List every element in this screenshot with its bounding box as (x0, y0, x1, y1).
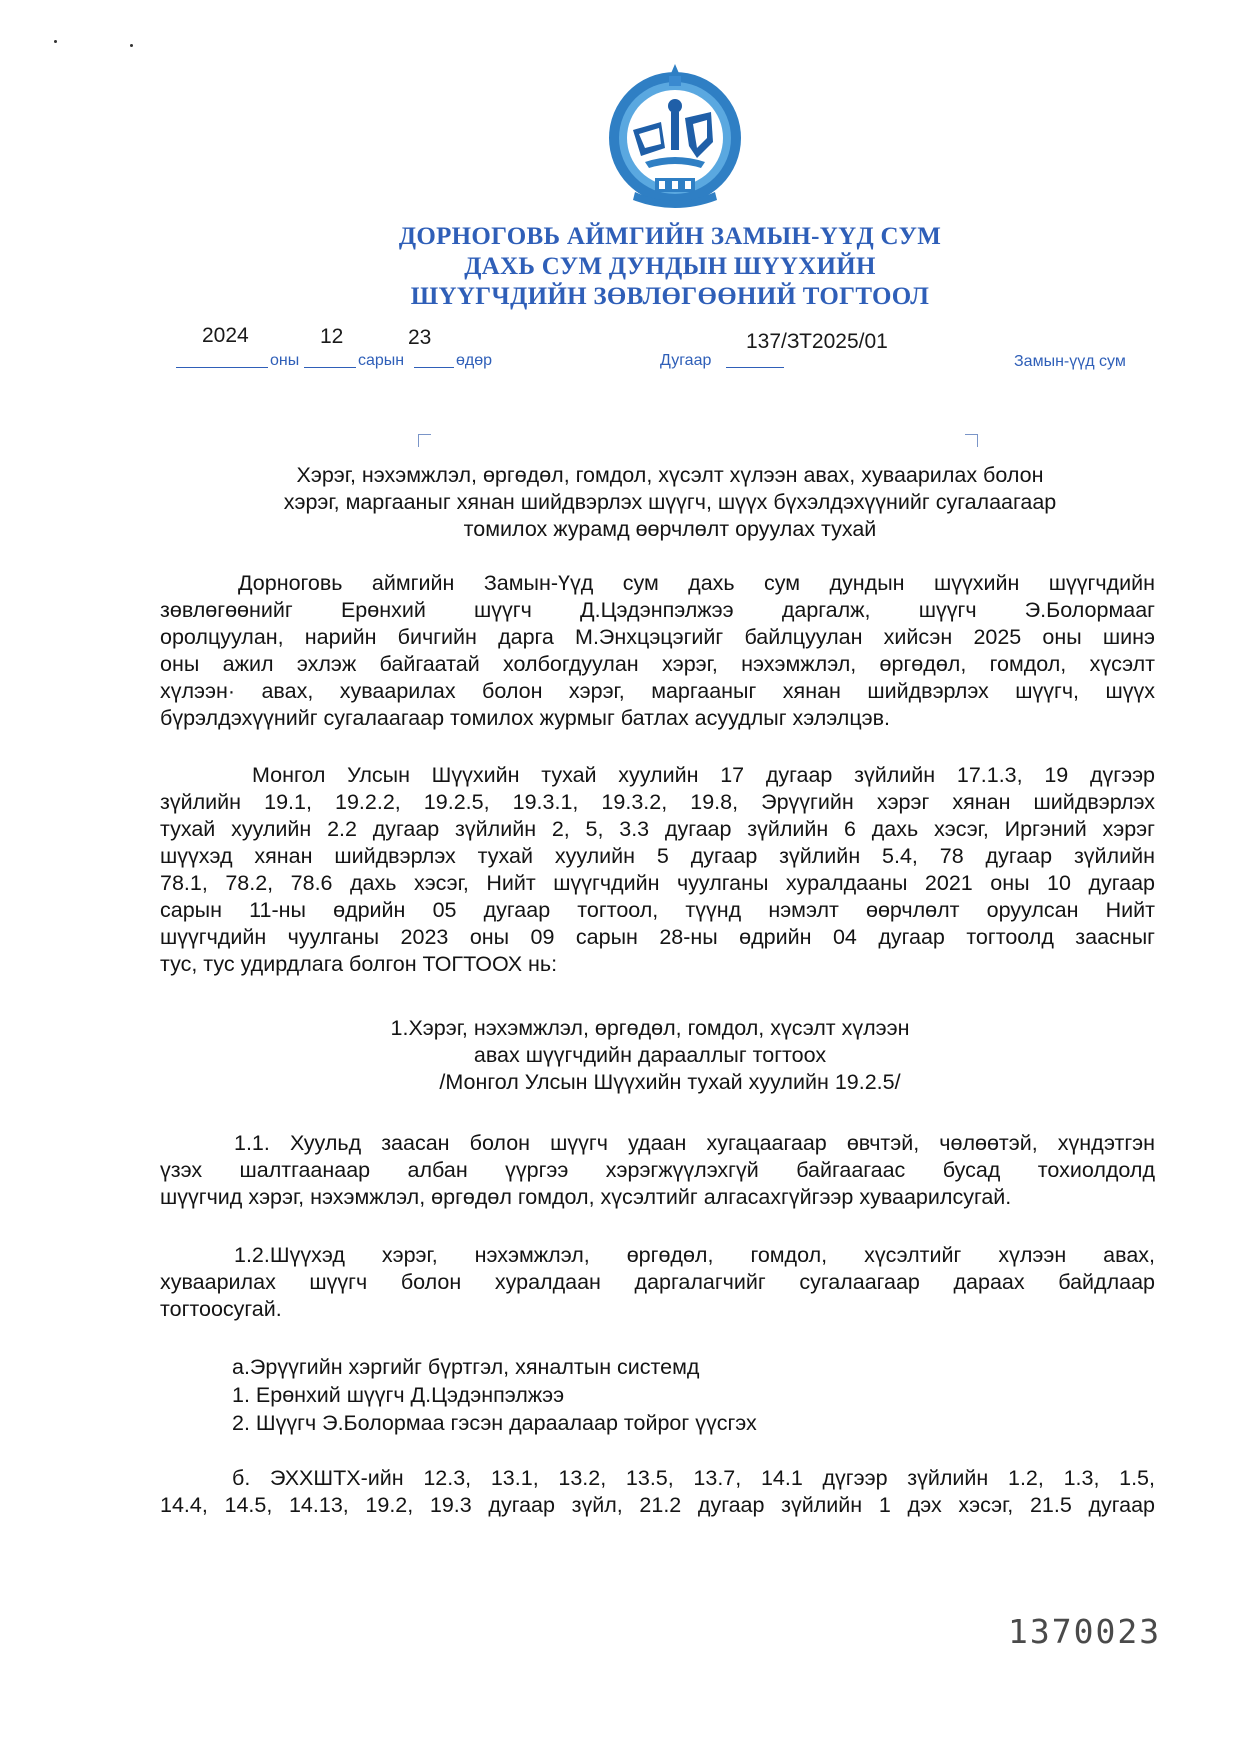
header-line-1: ДОРНОГОВЬ АЙМГИЙН ЗАМЫН-ҮҮД СУМ (398, 223, 942, 250)
date-year-line (176, 367, 268, 368)
section-line-3: /Монгол Улсын Шүүхийн тухай хуулийн 19.2.5/ (439, 1070, 901, 1094)
paragraph-line: хүлээн· авах, хуваарилах болон хэрэг, маргааныг хянан шийдвэрлэх шүүгч, шүүх (160, 679, 1155, 703)
resolution-title (170, 462, 1170, 543)
paragraph-intro (160, 570, 1155, 732)
date-month-line (304, 367, 356, 368)
date-year-label: оны (270, 352, 300, 369)
paragraph-line: шүүгчид хэрэг, нэхэмжлэл, өргөдөл гомдол, хүсэлтийг алгасахгүйгээр хуваарилсугай. (160, 1185, 1012, 1209)
scan-speck (130, 44, 133, 47)
number-line (726, 367, 784, 368)
paragraph-legal-basis (160, 762, 1155, 978)
paragraph-line: 1.1. Хуульд заасан болон шүүгч удаан хугацаагаар өвчтэй, чөлөөтэй, хүндэтгэн (234, 1131, 1155, 1155)
list-criminal-cases (232, 1353, 757, 1437)
title-line-2: хэрэг, маргааныг хянан шийдвэрлэх шүүгч, шүүх бүхэлдэхүүнийг сугалаагаар (283, 490, 1057, 514)
number-label: Дугаар (660, 352, 712, 369)
paragraph-line: зүйлийн 19.1, 19.2.2, 19.2.5, 19.3.1, 19.3.2, 19.8, Эрүүгийн хэрэг хянан шийдвэрлэх (160, 790, 1155, 814)
paragraph-1-1 (160, 1130, 1155, 1211)
paragraph-line: Дорноговь аймгийн Замын-Үүд сум дахь сум дундын шүүхийн шүүгчдийн (238, 571, 1155, 595)
paragraph-line: бүрэлдэхүүнийг сугалаагаар томилох журмыг батлах асуудлыг хэлэлцэв. (160, 706, 891, 730)
scan-speck (54, 40, 57, 43)
date-day: 23 (408, 326, 432, 349)
paragraph-line: 78.1, 78.2, 78.6 дахь хэсэг, Нийт шүүгчдийн чуулганы хуралдааны 2021 оны 10 дугаар (160, 871, 1155, 895)
list-item: а.Эрүүгийн хэргийг бүртгэл, хяналтын системд (232, 1355, 700, 1379)
place-label: Замын-үүд сум (1014, 353, 1126, 370)
paragraph-line: үзэх шалтгаанаар албан үүргээ хэрэгжүүлэхгүй байгаагаас бусад тохиолдолд (160, 1158, 1155, 1182)
date-month: 12 (320, 325, 344, 348)
paragraph-line: тухай хуулийн 2.2 дугаар зүйлийн 2, 5, 3.3 дугаар зүйлийн 6 дахь хэсэг, Иргэний хэрэг (160, 817, 1155, 841)
paragraph-line: 14.4, 14.5, 14.13, 19.2, 19.3 дугаар зүйл, 21.2 дугаар зүйлийн 1 дэх хэсэг, 21.5 дугаар (160, 1493, 1155, 1517)
date-day-label: өдөр (456, 352, 493, 369)
paragraph-line: хуваарилах шүүгч болон хуралдаан даргалагчийг сугалаагаар дараах байдлаар (160, 1270, 1155, 1294)
paragraph-line: оролцуулан, нарийн бичгийн дарга М.Энхцэцэгийг байлцуулан хийсэн 2025 оны шинэ (160, 625, 1155, 649)
paragraph-line: зөвлөгөөнийг Ерөнхий шүүгч Д.Цэдэнпэлжээ даргалж, шүүгч Э.Болормааг (160, 598, 1155, 622)
paragraph-line: тогтоосугай. (160, 1297, 282, 1321)
list-item: 2. Шүүгч Э.Болормаа гэсэн дараалаар тойрог үүсгэх (232, 1411, 757, 1435)
date-month-label: сарын (358, 352, 405, 369)
section-1-heading (200, 1015, 1100, 1096)
paragraph-line: тус, тус удирдлага болгон ТОГТООХ нь: (160, 952, 558, 976)
resolution-number: 137/ЗТ2025/01 (746, 330, 888, 353)
date-day-line (414, 367, 454, 368)
paragraph-b (160, 1465, 1155, 1519)
stamp-number: 1370023 (1008, 1612, 1162, 1651)
section-line-1: 1.Хэрэг, нэхэмжлэл, өргөдөл, гомдол, хүсэлт хүлээн (390, 1016, 910, 1040)
state-emblem-icon (605, 60, 745, 208)
title-bracket-right (965, 434, 978, 447)
title-bracket-left (418, 434, 431, 447)
title-line-3: томилох журамд өөрчлөлт оруулах тухай (463, 517, 877, 541)
header-line-3: ШҮҮГЧДИЙН ЗӨВЛӨГӨӨНИЙ ТОГТООЛ (410, 283, 930, 310)
paragraph-1-2 (160, 1242, 1155, 1323)
header-line-2: ДАХЬ СУМ ДУНДЫН ШҮҮХИЙН (464, 253, 876, 280)
paragraph-line: шүүгчдийн чуулганы 2023 оны 09 сарын 28-ны өдрийн 04 дугаар тогтоолд заасныг (160, 925, 1155, 949)
list-item: 1. Ерөнхий шүүгч Д.Цэдэнпэлжээ (232, 1383, 565, 1407)
paragraph-line: 1.2.Шүүхэд хэрэг, нэхэмжлэл, өргөдөл, гомдол, хүсэлтийг хүлээн авах, (234, 1243, 1155, 1267)
paragraph-line: Монгол Улсын Шүүхийн тухай хуулийн 17 дугаар зүйлийн 17.1.3, 19 дүгээр (252, 763, 1155, 787)
document-header (300, 222, 1040, 312)
paragraph-line: б. ЭХХШТХ-ийн 12.3, 13.1, 13.2, 13.5, 13.7, 14.1 дүгээр зүйлийн 1.2, 1.3, 1.5, (232, 1466, 1155, 1490)
paragraph-line: сарын 11-ны өдрийн 05 дугаар тогтоол, түүнд нэмэлт өөрчлөлт оруулсан Нийт (160, 898, 1155, 922)
section-line-2: авах шүүгчдийн дарааллыг тогтоох (473, 1043, 827, 1067)
date-year: 2024 (202, 324, 249, 347)
paragraph-line: шүүхэд хянан шийдвэрлэх тухай хуулийн 5 дугаар зүйлийн 5.4, 78 дугаар зүйлийн (160, 844, 1155, 868)
paragraph-line: оны ажил эхлэж байгаатай холбогдуулан хэрэг, нэхэмжлэл, өргөдөл, гомдол, хүсэлт (160, 652, 1155, 676)
title-line-1: Хэрэг, нэхэмжлэл, өргөдөл, гомдол, хүсэлт хүлээн авах, хуваарилах болон (296, 463, 1044, 487)
